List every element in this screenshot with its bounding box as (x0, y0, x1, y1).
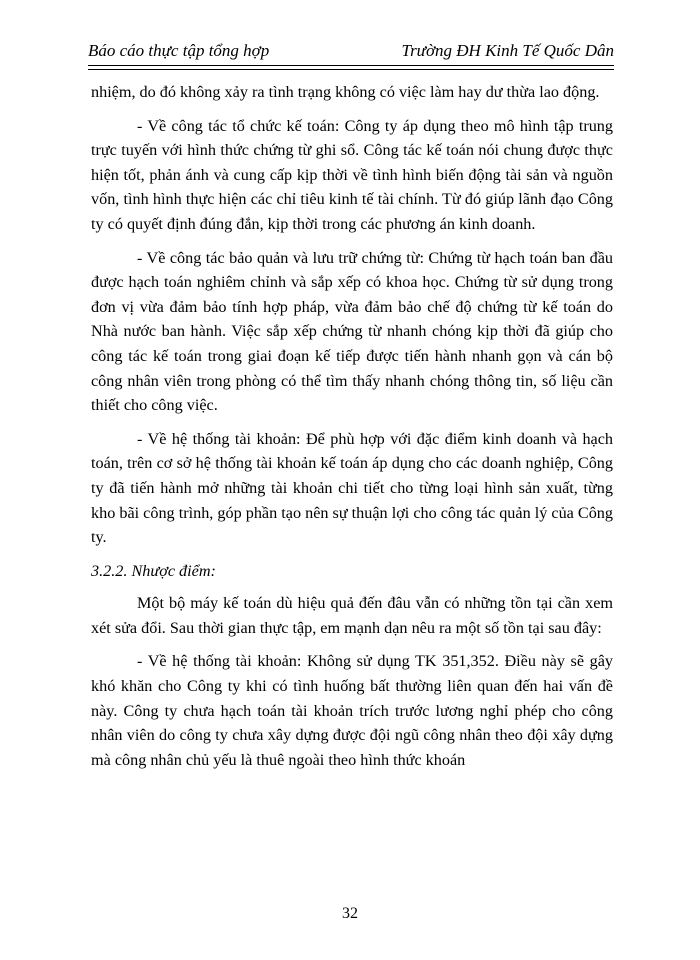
header-left-title: Báo cáo thực tập tổng hợp (88, 41, 270, 60)
paragraph-accounting-organization: - Về công tác tổ chức kế toán: Công ty áp dụng theo mô hình tập trung trực tuyến với hình thức chứng từ ghi sổ. Công tác kế toán nói chung được thực hiện tốt, phản ánh và cung cấp kịp thời về tình hình biến động tài sản và nguồn vốn, tình hình thực hiện các chỉ tiêu kinh tế tài chính. Từ đó giúp lãnh đạo Công ty có quyết định đúng đắn, kịp thời trong các phương án kinh doanh. (91, 116, 613, 233)
body-text (91, 80, 613, 781)
page-number: 32 (342, 905, 358, 922)
paragraph-document-storage: - Về công tác bảo quản và lưu trữ chứng từ: Chứng từ hạch toán ban đầu được hạch toán nghiêm chỉnh và sắp xếp có khoa học. Chứng từ sử dụng trong đơn vị vừa đảm bảo tính hợp pháp, vừa đảm bảo chế độ chứng từ kế toán do Nhà nước ban hành. Việc sắp xếp chứng từ nhanh chóng kịp thời đã giúp cho công tác kế toán trong giai đoạn kế tiếp được tiến hành nhanh gọn và cán bộ công nhân viên trong phòng có thể tìm thấy nhanh chóng thông tin, số liệu cần thiết cho công việc. (91, 248, 613, 415)
header-right-title: Trường ĐH Kinh Tế Quốc Dân (401, 41, 614, 60)
header-rule-thick (88, 65, 614, 66)
paragraph-account-system: - Về hệ thống tài khoản: Để phù hợp với đặc điểm kinh doanh và hạch toán, trên cơ sở hệ thống tài khoản kế toán áp dụng cho các doanh nghiệp, Công ty đã tiến hành mở những tài khoản chi tiết cho từng loại hình sản xuất, từng kho bãi công trình, góp phần tạo nên sự thuận lợi cho công tác quản lý của Công ty. (91, 429, 613, 547)
paragraph-continuation: nhiệm, do đó không xảy ra tình trạng không có việc làm hay dư thừa lao động. (91, 83, 600, 101)
section-heading-weaknesses: 3.2.2. Nhược điểm: (91, 561, 216, 580)
paragraph-weaknesses-intro: Một bộ máy kế toán dù hiệu quả đến đâu vẫn có những tồn tại cần xem xét sửa đổi. Sau thời gian thực tập, em mạnh dạn nêu ra một số tồn tại sau đây: (91, 594, 613, 637)
paragraph-account-system-weakness: - Về hệ thống tài khoản: Không sử dụng TK 351,352. Điều này sẽ gây khó khăn cho Công ty khi có tình huống bất thường liên quan đến hai vấn đề này. Công ty chưa hạch toán tài khoản trích trước lương nghỉ phép cho công nhân viên do công ty chưa xây dựng được đội ngũ công nhân theo đội xây dựng mà công nhân chủ yếu là thuê ngoài theo hình thức khoán (91, 652, 613, 769)
header-rule-thin (88, 69, 614, 70)
page-header (88, 38, 614, 62)
